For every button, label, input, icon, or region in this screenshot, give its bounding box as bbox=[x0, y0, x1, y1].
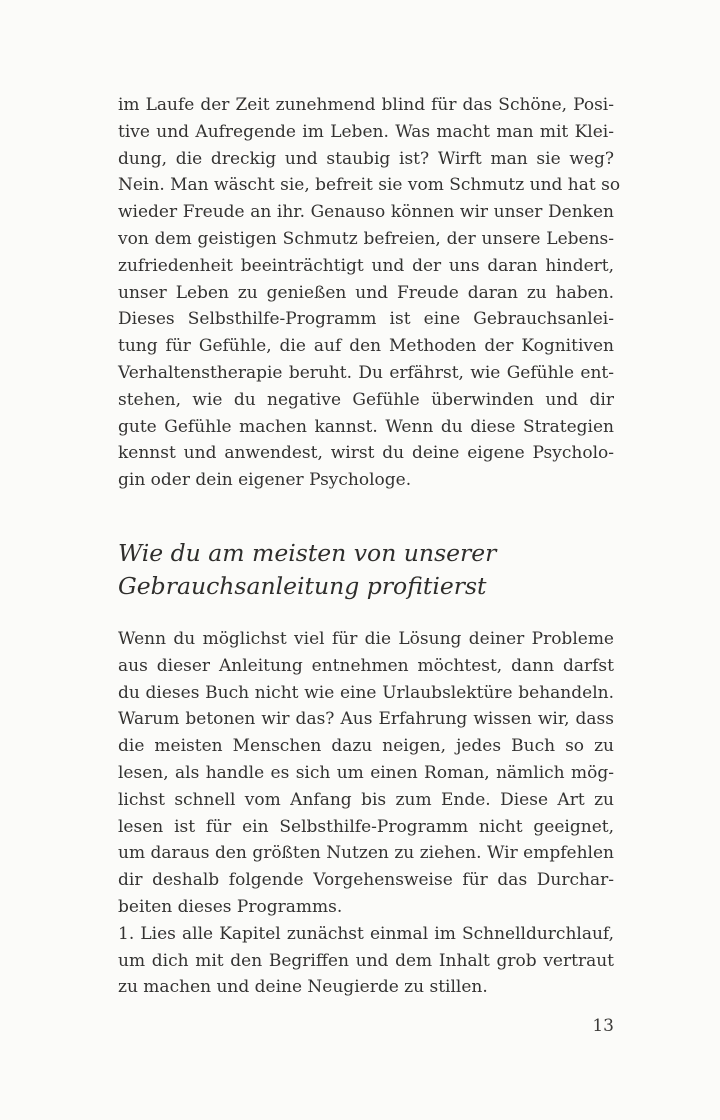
body-line: lesen ist für ein Selbsthilfe-Programm nicht geeignet, bbox=[118, 816, 614, 837]
body-line: zufriedenheit beeinträchtigt und der uns daran hindert, bbox=[118, 255, 614, 276]
body-line: dir deshalb folgende Vorgehensweise für das Durchar- bbox=[118, 870, 614, 891]
text-column bbox=[118, 92, 621, 1001]
body-line: aus dieser Anleitung entnehmen möchtest, dann darfst bbox=[118, 655, 614, 676]
body-line: Nein. Man wäscht sie, befreit sie vom Schmutz und hat so bbox=[118, 175, 621, 196]
body-line: Dieses Selbsthilfe-Programm ist eine Gebrauchsanlei- bbox=[118, 309, 614, 330]
body-line: Warum betonen wir das? Aus Erfahrung wissen wir, dass bbox=[118, 709, 614, 730]
body-line: kennst und anwendest, wirst du deine eigene Psycholo- bbox=[118, 443, 614, 464]
body-line: stehen, wie du negative Gefühle überwinden und dir bbox=[118, 389, 614, 410]
body-line: lichst schnell vom Anfang bis zum Ende. Diese Art zu bbox=[118, 789, 614, 810]
list-item-1 bbox=[118, 921, 614, 1001]
body-line: gute Gefühle machen kannst. Wenn du diese Strategien bbox=[118, 416, 614, 437]
section-heading bbox=[118, 537, 614, 604]
body-line: Wenn du möglichst viel für die Lösung deiner Probleme bbox=[118, 628, 614, 649]
body-line: Verhaltenstherapie beruht. Du erfährst, wie Gefühle ent- bbox=[118, 362, 614, 383]
body-line: im Laufe der Zeit zunehmend blind für das Schöne, Posi- bbox=[118, 95, 614, 115]
body-line: lesen, als handle es sich um einen Roman, nämlich mög- bbox=[118, 762, 614, 783]
section-heading-line: Wie du am meisten von unserer bbox=[118, 538, 497, 567]
body-line: von dem geistigen Schmutz befreien, der unsere Lebens- bbox=[118, 228, 614, 249]
page-number: 13 bbox=[592, 1016, 614, 1036]
body-line: die meisten Menschen dazu neigen, jedes Buch so zu bbox=[118, 736, 614, 757]
body-line: unser Leben zu genießen und Freude daran zu haben. bbox=[118, 282, 614, 303]
body-line: um dich mit den Begriffen und dem Inhalt grob vertraut bbox=[118, 950, 614, 971]
body-line: dung, die dreckig und staubig ist? Wirft man sie weg? bbox=[118, 148, 614, 169]
paragraph-intro bbox=[118, 92, 621, 494]
section-heading-line: Gebrauchsanleitung profitierst bbox=[118, 572, 487, 601]
body-line: 1. Lies alle Kapitel zunächst einmal im Schnelldurchlauf, bbox=[118, 923, 614, 944]
paragraph-advice bbox=[118, 626, 614, 921]
body-line: du dieses Buch nicht wie eine Urlaubslektüre behandeln. bbox=[118, 682, 614, 703]
body-line: wieder Freude an ihr. Genauso können wir unser Denken bbox=[118, 202, 614, 223]
body-line: beiten dieses Programms. bbox=[118, 896, 343, 917]
body-line: tive und Aufregende im Leben. Was macht man mit Klei- bbox=[118, 121, 614, 142]
body-line: um daraus den größten Nutzen zu ziehen. Wir empfehlen bbox=[118, 843, 614, 864]
body-line: tung für Gefühle, die auf den Methoden der Kognitiven bbox=[118, 336, 614, 357]
body-line: zu machen und deine Neugierde zu stillen. bbox=[118, 977, 488, 998]
body-line: gin oder dein eigener Psychologe. bbox=[118, 470, 412, 491]
